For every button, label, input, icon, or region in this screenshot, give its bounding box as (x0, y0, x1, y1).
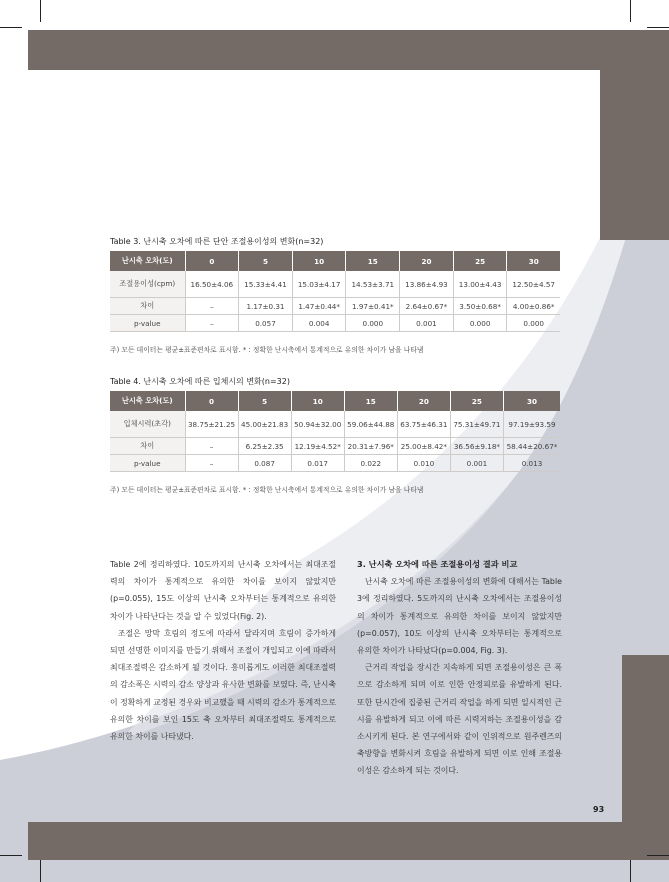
crop-mark (0, 27, 22, 28)
crop-mark (0, 855, 22, 856)
table-cell: 36.56±9.18* (450, 438, 503, 455)
table3-header-row (110, 251, 560, 271)
table-cell: 차이 (110, 298, 185, 315)
table4-caption: Table 4. 난시축 오차에 따른 입체시의 변화(n=32) (110, 377, 290, 386)
table-cell: 0.001 (450, 455, 503, 472)
table-header-cell: 15 (344, 391, 397, 411)
paragraph: Table 2에 정리하였다. 10도까지의 난시축 오차에서는 최대조절력의 차이가 통계적으로 유의한 차이를 보이지 않았지만(p=0.055), 15도 이상의 난시축 오차부터는 통계적으로 유의한 차이가 나타난다는 것을 알 수 있었다(Fig. 2). (110, 560, 336, 621)
table4-note: 주) 모든 데이터는 평균±표준편차로 표시함. * : 정확한 난시축에서 통계적으로 유의한 차이가 남을 나타냄 (110, 486, 424, 494)
table-cell: 0.000 (346, 315, 400, 332)
table-cell: 차이 (110, 438, 185, 455)
table-cell: 3.50±0.68* (453, 298, 507, 315)
table-cell: 13.86±4.93 (400, 271, 454, 298)
table-header-cell: 20 (397, 391, 450, 411)
crop-mark (40, 860, 41, 882)
side-band-bottom (622, 655, 669, 825)
table-cell: 20.31±7.96* (344, 438, 397, 455)
table-cell: 1.97±0.41* (346, 298, 400, 315)
table-cell: 0.004 (292, 315, 346, 332)
table-cell: 63.75±46.31 (397, 411, 450, 438)
table-row (110, 271, 560, 298)
table-cell: 15.33±4.41 (239, 271, 293, 298)
table-header-cell: 0 (185, 251, 239, 271)
table-cell: 0.000 (507, 315, 560, 332)
table-cell: 16.50±4.06 (185, 271, 239, 298)
crop-mark (40, 0, 41, 22)
table-cell: p-value (110, 455, 185, 472)
table-cell: – (185, 438, 238, 455)
table3-caption: Table 3. 난시축 오차에 따른 단안 조절용이성의 변화(n=32) (110, 237, 324, 246)
crop-mark (630, 0, 631, 22)
table-header-cell: 10 (291, 391, 344, 411)
table-header-cell: 30 (507, 251, 560, 271)
table-cell: p-value (110, 315, 185, 332)
table-row (110, 438, 560, 455)
table-header-cell: 난시축 오차(도) (110, 251, 185, 271)
table-header-cell: 10 (292, 251, 346, 271)
table-header-cell: 5 (239, 251, 293, 271)
table-cell: 0.010 (397, 455, 450, 472)
table4 (110, 391, 560, 472)
table-cell: 1.17±0.31 (239, 298, 293, 315)
table-cell: 12.19±4.52* (291, 438, 344, 455)
right-column (357, 556, 562, 780)
table-cell: 4.00±0.86* (507, 298, 560, 315)
table-cell: 59.06±44.88 (344, 411, 397, 438)
table-header-cell: 20 (400, 251, 454, 271)
table-row (110, 411, 560, 438)
side-band-top (600, 70, 669, 240)
footer-band (28, 822, 669, 860)
table-cell: 58.44±20.67* (503, 438, 560, 455)
table-cell: 50.94±32.00 (291, 411, 344, 438)
table-cell: 0.022 (344, 455, 397, 472)
table-cell: 0.087 (238, 455, 291, 472)
table-cell: 0.057 (239, 315, 293, 332)
paragraph: 난시축 오차에 따른 조절용이성의 변화에 대해서는 Table 3에 정리하였다. 5도까지의 난시축 오차에서는 조절용이성의 차이가 통계적으로 유의한 차이를 보이지 않았지만(p=0.057), 10도 이상의 난시축 오차부터는 통계적으로 유의한 차이가 나타났다(p=0.004, Fig. 3). (357, 577, 562, 656)
table-row (110, 455, 560, 472)
table-row (110, 298, 560, 315)
table-cell: 1.47±0.44* (292, 298, 346, 315)
table-header-cell: 25 (453, 251, 507, 271)
crop-mark (647, 27, 669, 28)
table-cell: 14.53±3.71 (346, 271, 400, 298)
table-row (110, 315, 560, 332)
table-cell: 97.19±93.59 (503, 411, 560, 438)
header-band (28, 30, 669, 70)
table-cell: 75.31±49.71 (450, 411, 503, 438)
table-cell: 2.64±0.67* (400, 298, 454, 315)
table3 (110, 251, 560, 332)
section-heading: 3. 난시축 오차에 따른 조절용이성 결과 비교 (357, 559, 518, 569)
table-cell: 0.013 (503, 455, 560, 472)
crop-mark (647, 855, 669, 856)
table-header-cell: 0 (185, 391, 238, 411)
table-cell: 13.00±4.43 (453, 271, 507, 298)
table3-note: 주) 모든 데이터는 평균±표준편차로 표시함. * : 정확한 난시축에서 통계적으로 유의한 차이가 남을 나타냄 (110, 346, 424, 354)
table-cell: 6.25±2.35 (238, 438, 291, 455)
table-header-cell: 30 (503, 391, 560, 411)
table-cell: 0.001 (400, 315, 454, 332)
paragraph: 근거리 작업을 장시간 지속하게 되면 조절용이성은 큰 폭으로 감소하게 되며 이로 인한 안정피로를 유발하게 된다. 또한 단시간에 집중된 근거리 작업을 하게 되면 일시적인 근시를 유발하게 되고 이에 따른 시력저하는 조절용이성을 감소시키게 된다. 본 연구에서와 같이 인위적으로 원주렌즈의 축방향을 변화시켜 흐림을 유발하게 되면 이로 인해 조절용이성은 감소하게 되는 것이다. (357, 663, 562, 776)
table-header-cell: 15 (346, 251, 400, 271)
table-cell: 25.00±8.42* (397, 438, 450, 455)
crop-mark (630, 860, 631, 882)
table-cell: 조절용이성(cpm) (110, 271, 185, 298)
table-cell: 0.017 (291, 455, 344, 472)
left-column (110, 556, 336, 745)
table-cell: – (185, 315, 239, 332)
table-cell: – (185, 298, 239, 315)
table-cell: 입체시력(초각) (110, 411, 185, 438)
table-cell: – (185, 455, 238, 472)
table-header-cell: 난시축 오차(도) (110, 391, 185, 411)
table-cell: 38.75±21.25 (185, 411, 238, 438)
table-cell: 45.00±21.83 (238, 411, 291, 438)
table-cell: 0.000 (453, 315, 507, 332)
table4-header-row (110, 391, 560, 411)
paragraph: 조절은 망막 흐림의 정도에 따라서 달라지며 흐림이 증가하게 되면 선명한 이미지를 만들기 위해서 조절이 개입되고 이에 따라서 최대조절력은 감소하게 될 것이다. 흥미롭게도 이러한 최대조절력의 감소폭은 시력의 감소 양상과 유사한 변화를 보였다. 즉, 난시축이 정확하게 교정된 경우와 비교했을 때 시력의 감소가 통계적으로 유의한 차이를 보인 15도 축 오차부터 최대조절력도 통계적으로 유의한 차이를 나타냈다. (110, 628, 336, 742)
table-cell: 12.50±4.57 (507, 271, 560, 298)
page-number: 93 (593, 805, 605, 814)
table-header-cell: 5 (238, 391, 291, 411)
table-cell: 15.03±4.17 (292, 271, 346, 298)
table-header-cell: 25 (450, 391, 503, 411)
